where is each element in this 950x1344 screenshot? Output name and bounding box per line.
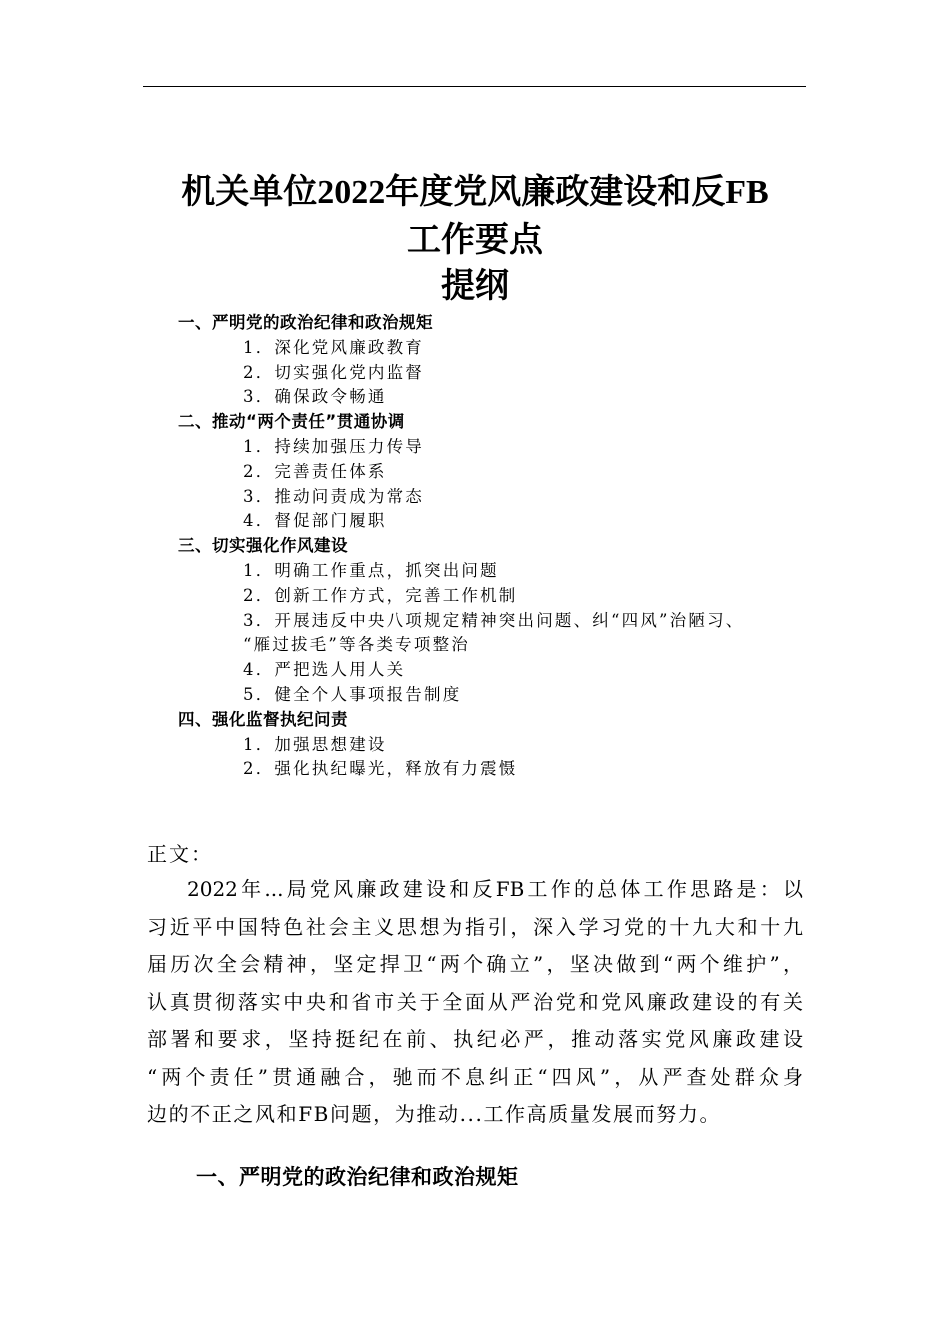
header-rule xyxy=(143,86,806,87)
outline-item: 1．明确工作重点，抓突出问题 xyxy=(243,561,499,580)
outline-item: 4．严把选人用人关 xyxy=(243,660,406,680)
outline-item: 3．确保政令畅通 xyxy=(243,387,387,407)
document-title-line-2: 工作要点 xyxy=(407,222,543,259)
paragraph-line: 认真贯彻落实中央和省市关于全面从严治党和党风廉政建设的有关 xyxy=(147,989,803,1014)
outline-item: 2．切实强化党内监督 xyxy=(243,362,424,382)
paragraph-line: “两个责任”贯通融合，驰而不息纠正“四风”，从严查处群众身 xyxy=(147,1064,803,1089)
outline-item: 2．完善责任体系 xyxy=(243,461,387,481)
outline-item: 2．强化执纪曝光，释放有力震慑 xyxy=(243,759,518,779)
outline-item: 3．推动问责成为常态 xyxy=(243,486,424,506)
outline-section-heading: 一、严明党的政治纪律和政治规矩 xyxy=(178,313,433,332)
paragraph-line: 边的不正之风和FB问题，为推动...工作高质量发展而努力。 xyxy=(147,1102,722,1126)
outline-item: 3．开展违反中央八项规定精神突出问题、纠“四风”治陋习、 xyxy=(243,610,745,630)
outline-item: 1．加强思想建设 xyxy=(243,734,387,754)
outline-section-heading: 二、推动“两个责任”贯通协调 xyxy=(178,412,405,432)
outline-item: 1．持续加强压力传导 xyxy=(243,437,424,456)
outline-item: 5．健全个人事项报告制度 xyxy=(243,685,462,704)
section-heading: 一、严明党的政治纪律和政治规矩 xyxy=(196,1165,519,1189)
outline-section-heading: 三、切实强化作风建设 xyxy=(178,536,348,556)
paragraph-line: 届历次全会精神，坚定捍卫“两个确立”，坚决做到“两个维护”， xyxy=(147,952,803,976)
paragraph-line: 部署和要求，坚持挺纪在前、执纪必严，推动落实党风廉政建设 xyxy=(147,1027,803,1051)
outline-section-heading: 四、强化监督执纪问责 xyxy=(178,709,348,729)
outline-item: 1．深化党风廉政教育 xyxy=(243,337,424,357)
document-title-line-1: 机关单位2022年度党风廉政建设和反FB xyxy=(181,174,769,211)
paragraph-line: 2022年...局党风廉政建设和反FB工作的总体工作思路是：以 xyxy=(187,877,803,901)
document-subtitle: 提纲 xyxy=(441,268,509,305)
body-label: 正文： xyxy=(147,842,213,866)
outline-item: “雁过拔毛”等各类专项整治 xyxy=(243,635,470,655)
outline-item: 4．督促部门履职 xyxy=(243,511,387,531)
paragraph-line: 习近平中国特色社会主义思想为指引，深入学习党的十九大和十九 xyxy=(147,914,803,939)
outline-item: 2．创新工作方式，完善工作机制 xyxy=(243,585,518,605)
